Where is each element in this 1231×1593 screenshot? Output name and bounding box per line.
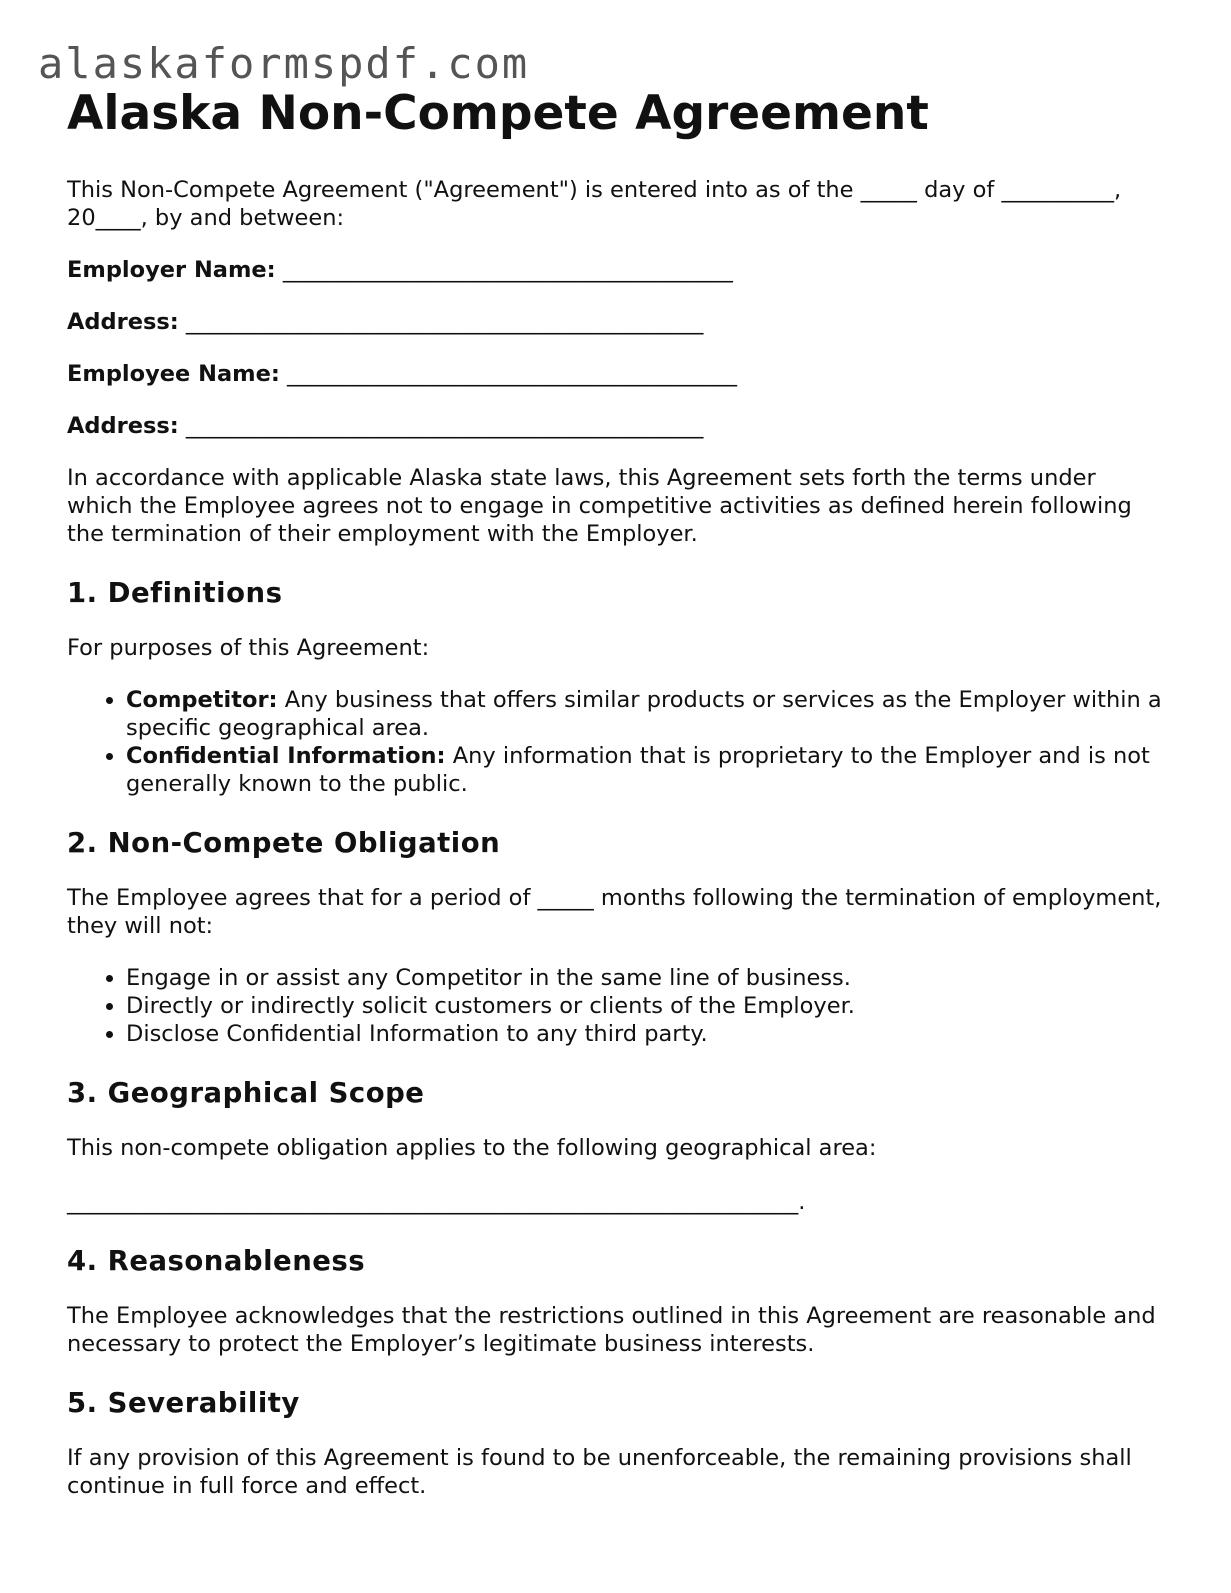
scope-intro: This non-compete obligation applies to the following geographical area: [67,1135,877,1161]
list-item: • Disclose Confidential Information to any third party. [126,1020,1167,1048]
document-title: Alaska Non-Compete Agreement [67,86,929,141]
employee-name-field [67,360,1167,388]
definition-term: Confidential Information: [126,743,446,769]
employer-address-blank: ______________________________________________ [185,309,704,335]
scope-blank: _________________________________________________________________. [67,1189,806,1215]
definitions-list [67,686,1167,798]
employer-name-label: Employer Name: [67,257,276,283]
list-item: • Engage in or assist any Competitor in the same line of business. [126,964,1167,992]
list-item [126,742,1167,798]
severability-heading: 5. Severability [67,1387,300,1419]
employee-address-field [67,412,1167,440]
intro-paragraph: This Non-Compete Agreement ("Agreement") is entered into as of the _____ day of __________, 20____, by and between: [67,177,1122,231]
employer-name-field [67,256,1167,284]
definition-text: Any business that offers similar products or services as the Employer within a specific geographical area. [126,687,1162,741]
employee-name-label: Employee Name: [67,361,280,387]
scope-heading: 3. Geographical Scope [67,1077,425,1109]
employer-address-field [67,308,1167,336]
document [67,84,1167,1500]
reasonableness-heading: 4. Reasonableness [67,1245,366,1277]
definition-text: Any information that is proprietary to the Employer and is not generally known to the public. [126,743,1150,797]
employer-address-label: Address: [67,309,179,335]
watermark: alaskaformspdf.com [38,39,530,88]
employee-name-blank: ________________________________________ [286,361,737,387]
definition-term: Competitor: [126,687,278,713]
severability-text: If any provision of this Agreement is found to be unenforceable, the remaining provisions shall continue in full force and effect. [67,1445,1132,1499]
obligation-intro: The Employee agrees that for a period of _____ months following the termination of employment, they will not: [67,885,1162,939]
employer-name-blank: ________________________________________ [282,257,733,283]
list-item [126,686,1167,742]
definitions-heading: 1. Definitions [67,577,283,609]
obligation-heading: 2. Non-Compete Obligation [67,827,501,859]
accordance-paragraph: In accordance with applicable Alaska state laws, this Agreement sets forth the terms under which the Employee agrees not to engage in competitive activities as defined herein following the termination of their employment with the Employer. [67,465,1132,547]
list-item: • Directly or indirectly solicit customers or clients of the Employer. [126,992,1167,1020]
definitions-intro: For purposes of this Agreement: [67,635,430,661]
reasonableness-text: The Employee acknowledges that the restrictions outlined in this Agreement are reasonable and necessary to protect the Employer’s legitimate business interests. [67,1303,1156,1357]
employee-address-blank: ______________________________________________ [185,413,704,439]
obligation-list [67,964,1167,1048]
employee-address-label: Address: [67,413,179,439]
